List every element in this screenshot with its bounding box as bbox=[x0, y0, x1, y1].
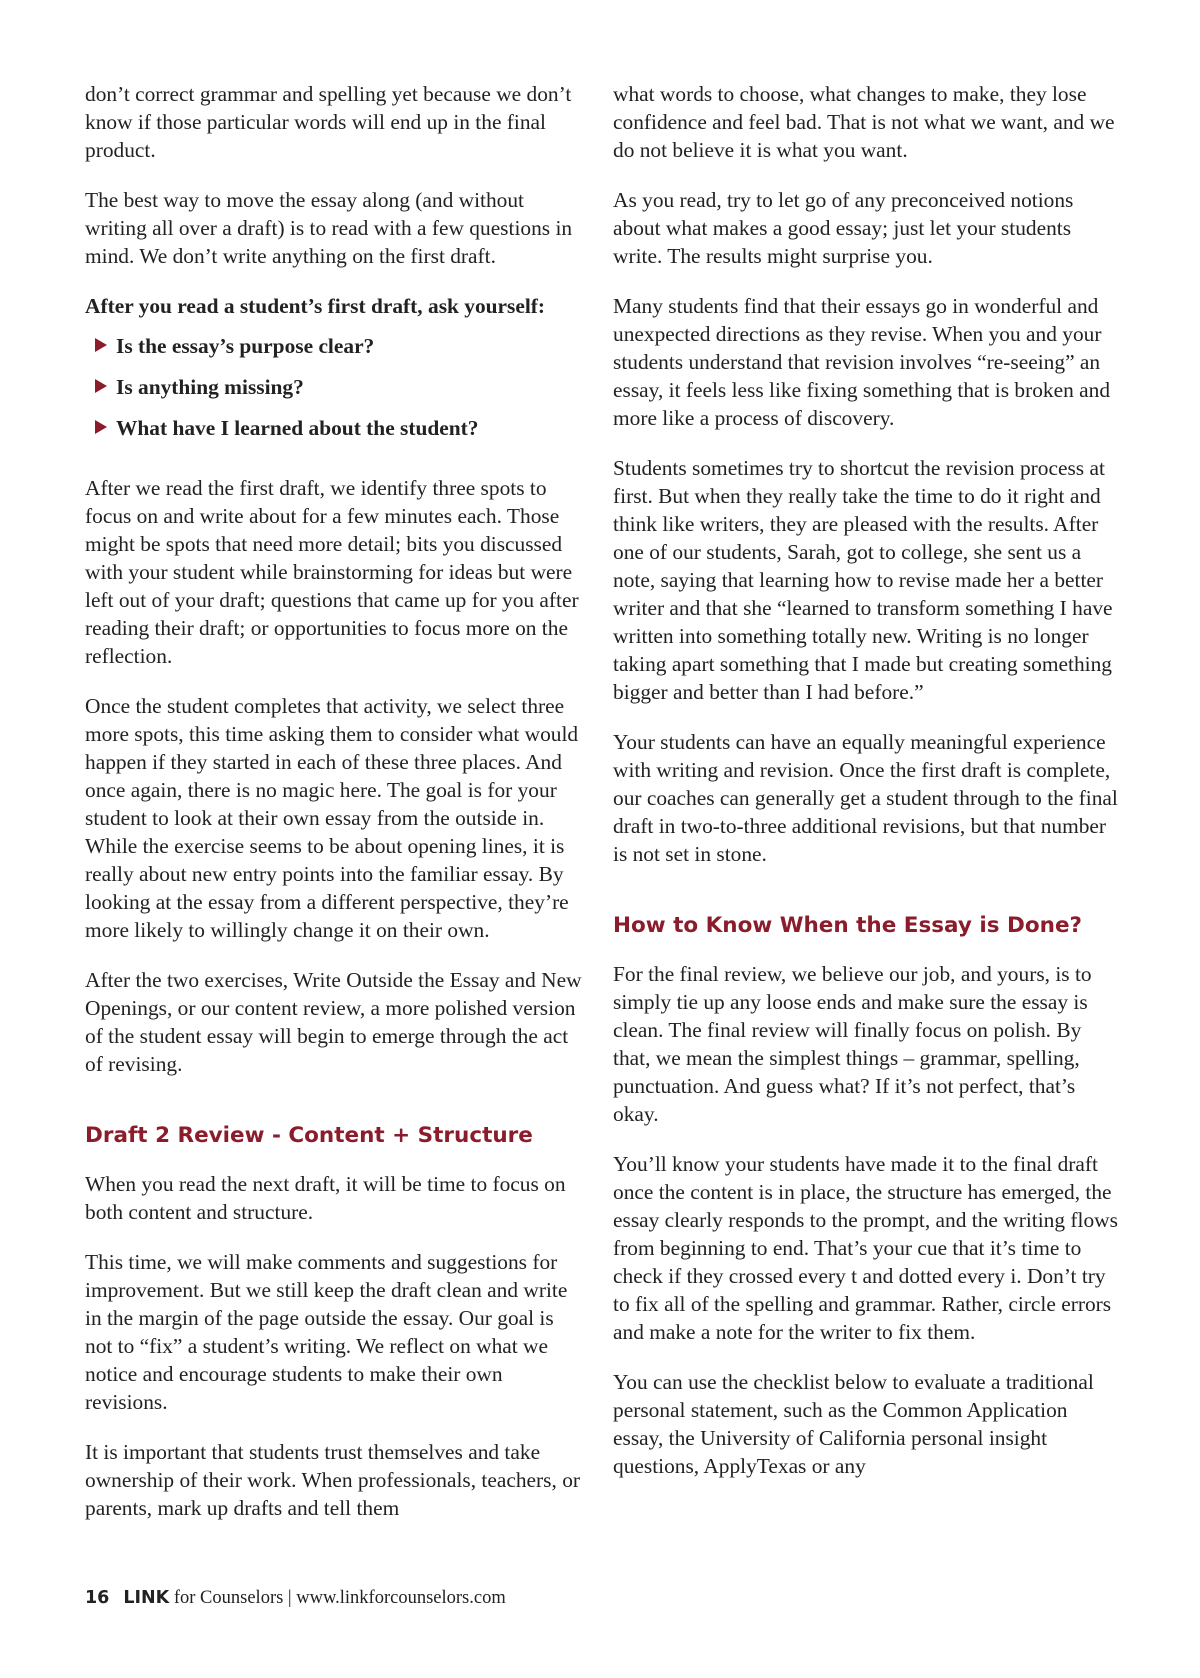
triangle-bullet-icon bbox=[95, 379, 107, 393]
questions-lead: After you read a student’s first draft, ask yourself: bbox=[85, 294, 546, 318]
body-paragraph: It is important that students trust themselves and take ownership of their work. When professionals, teachers, or parents, mark up drafts and tell them bbox=[85, 1440, 581, 1520]
body-paragraph: For the final review, we believe our job, and yours, is to simply tie up any loose ends and make sure the essay is clean. The final review will finally focus on polish. By that, we mean the simplest things – grammar, spelling, punctuation. And guess what? If it’s not perfect, that’s okay. bbox=[613, 962, 1092, 1126]
body-paragraph: Students sometimes try to shortcut the revision process at first. But when they really take the time to do it right and think like writers, they are pleased with the results. After one of our students, Sarah, got to college, she sent us a note, saying that learning how to revise made her a better writer and that she “learned to transform something I have written into something totally new. Writing is no longer taking apart something that I made but creating something bigger and better than I had before.” bbox=[613, 456, 1113, 704]
question-text: Is the essay’s purpose clear? bbox=[116, 334, 375, 358]
footer-text: for Counselors | www.linkforcounselors.com bbox=[169, 1588, 506, 1608]
body-paragraph: Your students can have an equally meaningful experience with writing and revision. Once the first draft is complete, our coaches can generally get a student through to the final draft in two-to-three additional revisions, but that number is not set in stone. bbox=[613, 730, 1118, 866]
body-paragraph: When you read the next draft, it will be time to focus on both content and structure. bbox=[85, 1172, 566, 1224]
section-heading-done: How to Know When the Essay is Done? bbox=[613, 913, 1083, 938]
question-item bbox=[85, 373, 583, 401]
section-heading-draft2: Draft 2 Review - Content + Structure bbox=[85, 1123, 533, 1148]
body-paragraph: You can use the checklist below to evaluate a traditional personal statement, such as the Common Application essay, the University of California personal insight questions, ApplyTexas or any bbox=[613, 1370, 1094, 1478]
question-text: Is anything missing? bbox=[116, 375, 304, 399]
question-item bbox=[85, 332, 583, 360]
body-paragraph: Once the student completes that activity, we select three more spots, this time asking them to consider what would happen if they started in each of these three places. And once again, there is no magic here. The goal is for your student to look at their own essay from the outside in. While the exercise seems to be about opening lines, it is really about new entry points into the familiar essay. By looking at the essay from a different perspective, they’re more likely to willingly change it on their own. bbox=[85, 694, 579, 942]
body-paragraph: This time, we will make comments and suggestions for improvement. But we still keep the draft clean and write in the margin of the page outside the essay. Our goal is not to “fix” a student’s writing. We reflect on what we notice and encourage students to make their own revisions. bbox=[85, 1250, 568, 1414]
body-paragraph: After we read the first draft, we identify three spots to focus on and write about for a few minutes each. Those might be spots that need more detail; bits you discussed with your student while brainstorming for ideas but were left out of your draft; questions that came up for you after reading their draft; or opportunities to focus more on the reflection. bbox=[85, 476, 579, 668]
triangle-bullet-icon bbox=[95, 420, 107, 434]
footer-brand: LINK bbox=[123, 1588, 170, 1608]
body-paragraph: what words to choose, what changes to make, they lose confidence and feel bad. That is not what we want, and we do not believe it is what you want. bbox=[613, 82, 1115, 162]
right-column bbox=[613, 80, 1123, 1502]
questions-list bbox=[85, 332, 583, 442]
body-paragraph: You’ll know your students have made it to the final draft once the content is in place, the structure has emerged, the essay clearly responds to the prompt, and the writing flows from beginning to end. That’s your cue that it’s time to check if they crossed every t and dotted every i. Don’t try to fix all of the spelling and grammar. Rather, circle errors and make a note for the writer to fix them. bbox=[613, 1152, 1118, 1344]
page-number: 16 bbox=[85, 1588, 110, 1608]
body-paragraph: After the two exercises, Write Outside the Essay and New Openings, or our content review, a more polished version of the student essay will begin to emerge through the act of revising. bbox=[85, 968, 582, 1076]
body-paragraph: The best way to move the essay along (and without writing all over a draft) is to read with a few questions in mind. We don’t write anything on the first draft. bbox=[85, 188, 573, 268]
body-paragraph: As you read, try to let go of any preconceived notions about what makes a good essay; just let your students write. The results might surprise you. bbox=[613, 188, 1074, 268]
body-paragraph: don’t correct grammar and spelling yet because we don’t know if those particular words will end up in the final product. bbox=[85, 82, 572, 162]
question-text: What have I learned about the student? bbox=[116, 416, 479, 440]
triangle-bullet-icon bbox=[95, 338, 107, 352]
question-item bbox=[85, 414, 583, 442]
body-paragraph: Many students find that their essays go in wonderful and unexpected directions as they revise. When you and your students understand that revision involves “re-seeing” an essay, it feels less like fixing something that is broken and more like a process of discovery. bbox=[613, 294, 1111, 430]
left-column bbox=[85, 80, 583, 1544]
page-footer bbox=[85, 1586, 506, 1610]
